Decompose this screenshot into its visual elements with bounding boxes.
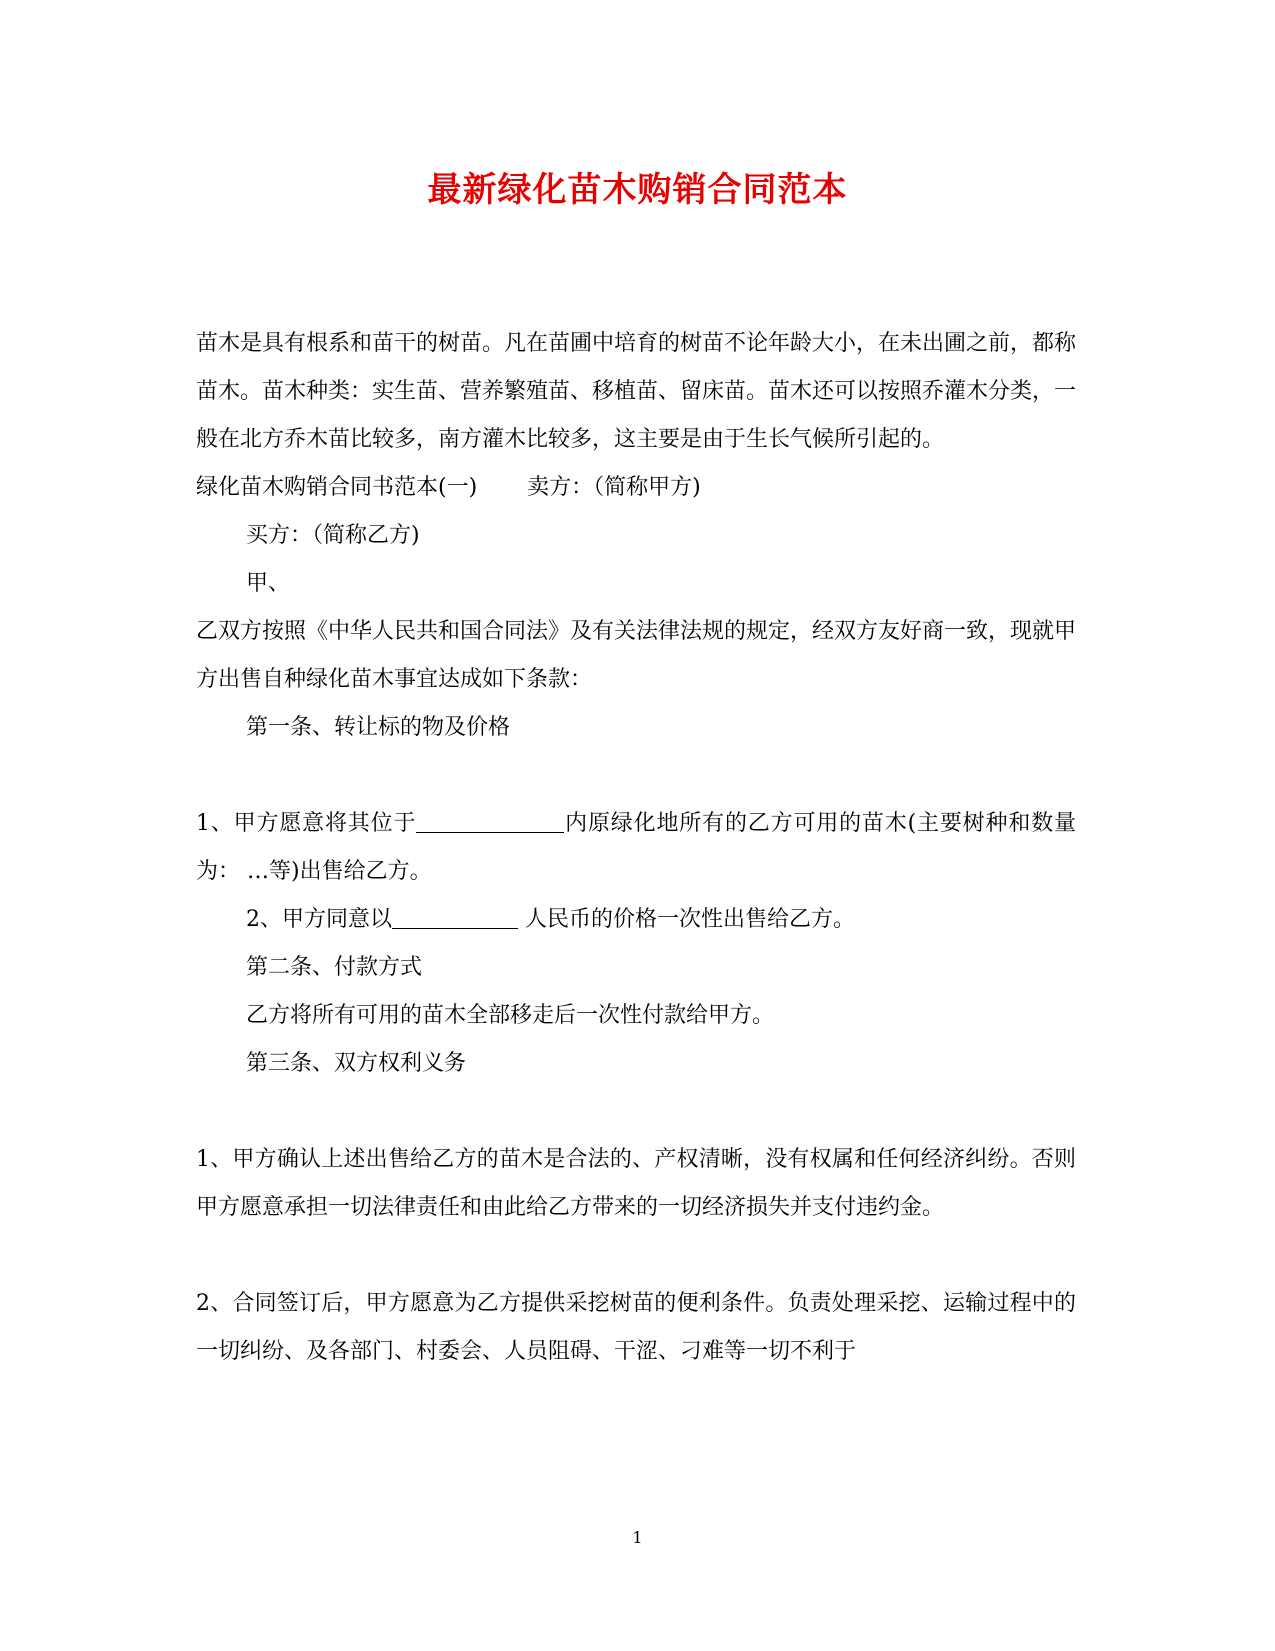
intro-paragraph: 苗木是具有根系和苗干的树苗。凡在苗圃中培育的树苗不论年龄大小，在未出圃之前，都称苗木。苗木种类：实生苗、营养繁殖苗、移植苗、留床苗。苗木还可以按照乔灌木分类，一般在北方乔木苗比较多，南方灌木比较多，这主要是由于生长气候所引起的。 <box>196 331 1077 452</box>
article-1-item-2 <box>196 896 1076 944</box>
party-a-label: 甲、 <box>246 571 291 596</box>
article-3-item-1: 1、甲方确认上述出售给乙方的苗木是合法的、产权清晰，没有权属和任何经济纠纷。否则甲方愿意承担一切法律责任和由此给乙方带来的一切经济损失并支付违约金。 <box>196 1147 1076 1220</box>
document-body <box>196 320 1076 1376</box>
paragraph-gap <box>196 1232 1076 1280</box>
article-2-text: 乙方将所有可用的苗木全部移走后一次性付款给甲方。 <box>246 1003 775 1028</box>
buyer-label: 买方：（简称乙方) <box>246 523 420 548</box>
contract-sample-heading: 绿化苗木购销合同书范本(一) <box>196 475 478 500</box>
article-2-title: 第二条、付款方式 <box>246 955 423 980</box>
item-1-text-before: 1、甲方愿意将其位于 <box>196 811 417 836</box>
contract-heading-line <box>196 464 1076 512</box>
price-blank-field[interactable] <box>392 906 518 929</box>
item-2-text-before: 2、甲方同意以 <box>246 907 392 932</box>
agreement-paragraph: 乙双方按照《中华人民共和国合同法》及有关法律法规的规定，经双方友好商一致，现就甲方出售自种绿化苗木事宜达成如下条款： <box>196 619 1077 692</box>
article-3-title: 第三条、双方权利义务 <box>246 1051 467 1076</box>
document-title: 最新绿化苗木购销合同范本 <box>427 170 848 210</box>
paragraph-gap <box>196 752 1076 800</box>
paragraph-gap <box>196 1088 1076 1136</box>
article-3-item-2: 2、合同签订后，甲方愿意为乙方提供采挖树苗的便利条件。负责处理采挖、运输过程中的一切纠纷、及各部门、村委会、人员阻碍、干涩、刁难等一切不利于 <box>196 1291 1076 1364</box>
seller-label: 卖方：（简称甲方) <box>527 475 701 500</box>
article-1-item-1 <box>196 800 1076 896</box>
article-1-title: 第一条、转让标的物及价格 <box>246 715 511 740</box>
location-blank-field[interactable] <box>416 810 564 833</box>
item-2-text-after: 人民币的价格一次性出售给乙方。 <box>518 907 855 932</box>
page-number: 1 <box>632 1528 643 1547</box>
item-1-text-after: 内原绿化地所有的乙方可用的苗木(主要树种和数量为： …等)出售给乙方。 <box>196 811 1076 884</box>
